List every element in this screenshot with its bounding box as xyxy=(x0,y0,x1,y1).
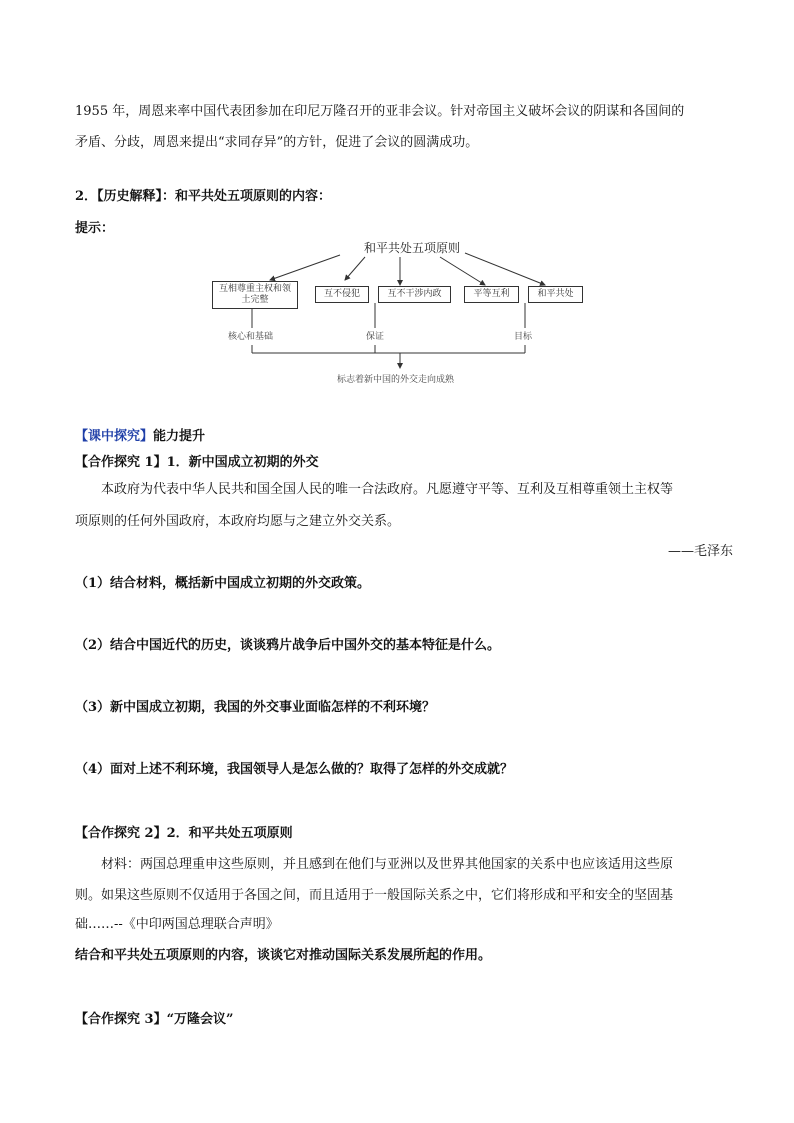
principle-box-non-aggression: 互不侵犯 xyxy=(315,286,369,303)
principle-box-sovereignty: 互相尊重主权和领土完整 xyxy=(212,281,298,309)
hint-label: 提示： xyxy=(75,221,115,236)
inquiry-1-quote-line-1: 本政府为代表中华人民共和国全国人民的唯一合法政府。凡愿遵守平等、互利及互相尊重领土主权等 xyxy=(101,482,674,497)
inquiry-2-material-line-3: 础……--《中印两国总理联合声明》 xyxy=(75,917,279,932)
lesson-tag-rest: 能力提升 xyxy=(153,429,206,444)
quote-source: ——毛泽东 xyxy=(668,544,734,559)
diagram-title: 和平共处五项原则 xyxy=(364,241,461,255)
inquiry-1-quote-line-2: 项原则的任何外国政府，本政府均愿与之建立外交关系。 xyxy=(75,514,401,529)
label-core: 核心和基础 xyxy=(228,332,274,342)
principle-box-mutual-benefit: 平等互利 xyxy=(464,286,519,303)
intro-line-2: 矛盾、分歧，周恩来提出“求同存异”的方针，促进了会议的圆满成功。 xyxy=(75,135,479,150)
diagram-conclusion: 标志着新中国的外交走向成熟 xyxy=(337,375,455,385)
inquiry-3-heading: 【合作探究 3】“万隆会议” xyxy=(75,1012,234,1027)
question-4: （4）面对上述不利环境，我国领导人是怎么做的？取得了怎样的外交成就？ xyxy=(75,762,514,777)
section-2-heading: 2．【历史解释】：和平共处五项原则的内容： xyxy=(75,189,332,204)
intro-line-1: 1955 年，周恩来率中国代表团参加在印尼万隆召开的亚非会议。针对帝国主义破坏会议的阴谋和各国间的 xyxy=(75,104,685,119)
diagram-arrows xyxy=(200,235,600,395)
five-principles-diagram xyxy=(200,235,600,395)
lesson-heading xyxy=(75,425,205,444)
inquiry-2-material-line-1: 材料：两国总理重申这些原则，并且感到在他们与亚洲以及世界其他国家的关系中也应该适用这些原 xyxy=(101,857,674,872)
label-guarantee: 保证 xyxy=(366,332,385,342)
principle-box-non-interference: 互不干涉内政 xyxy=(378,286,451,303)
label-goal: 目标 xyxy=(514,332,533,342)
inquiry-2-heading: 【合作探究 2】2．和平共处五项原则 xyxy=(75,826,293,841)
principle-box-coexistence: 和平共处 xyxy=(528,286,583,303)
question-2: （2）结合中国近代的历史，谈谈鸦片战争后中国外交的基本特征是什么。 xyxy=(75,638,501,653)
lesson-tag: 【课中探究】 xyxy=(75,429,154,444)
inquiry-2-material-line-2: 则。如果这些原则不仅适用于各国之间，而且适用于一般国际关系之中，它们将形成和平和安全的坚固基 xyxy=(75,888,674,903)
inquiry-2-question: 结合和平共处五项原则的内容，谈谈它对推动国际关系发展所起的作用。 xyxy=(75,948,492,963)
question-3: （3）新中国成立初期，我国的外交事业面临怎样的不利环境？ xyxy=(75,700,436,715)
question-1: （1）结合材料，概括新中国成立初期的外交政策。 xyxy=(75,576,371,591)
inquiry-1-heading: 【合作探究 1】1．新中国成立初期的外交 xyxy=(75,455,319,470)
